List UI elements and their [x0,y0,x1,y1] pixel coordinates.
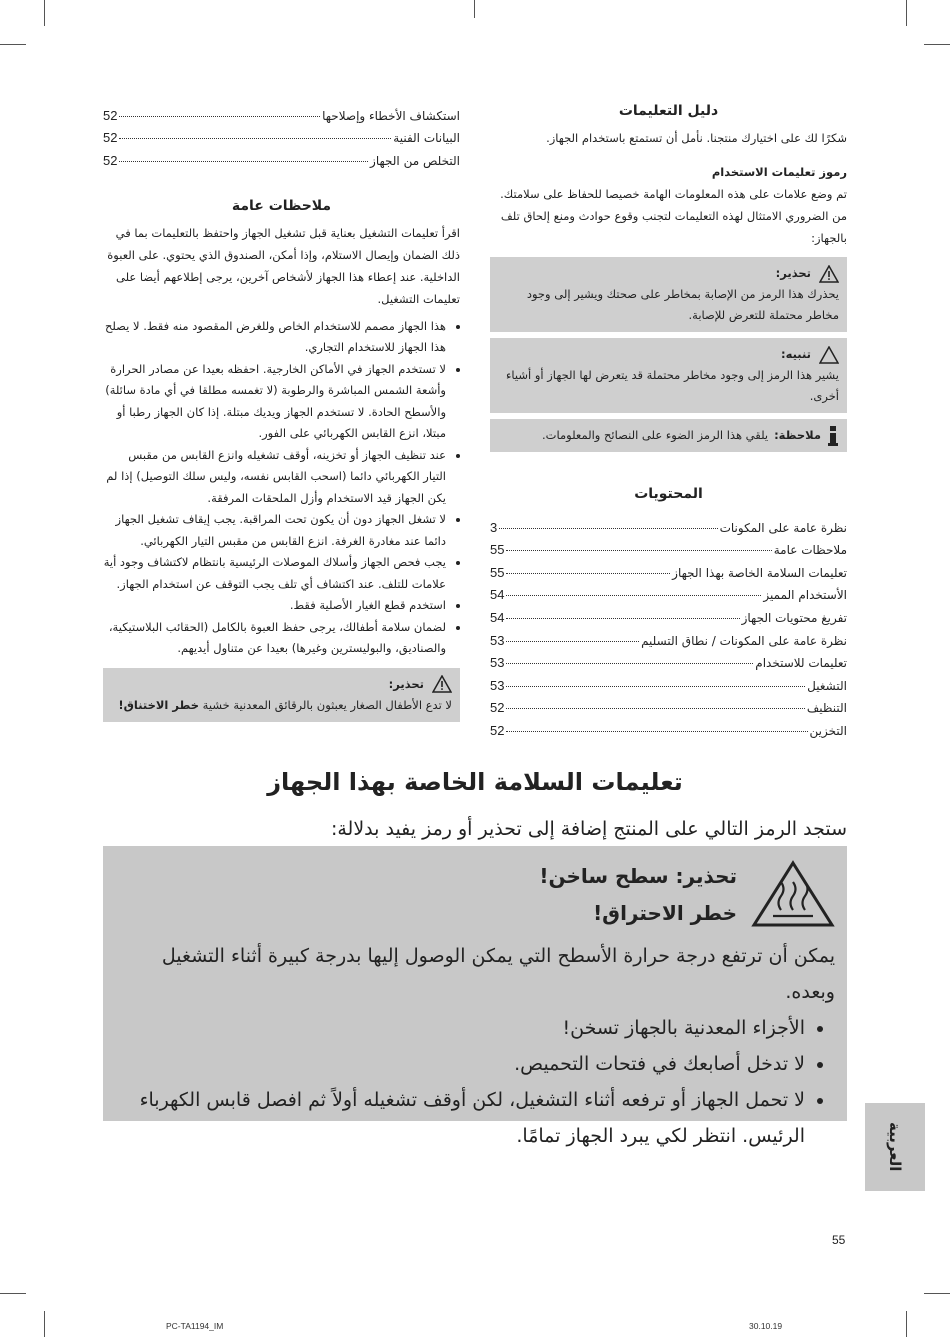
warning-icon [432,675,452,693]
crop-mark [906,1311,907,1337]
toc-item [490,693,847,716]
note-label: ملاحظة: [774,428,821,442]
toc-item [490,580,847,603]
list-item: • هذا الجهاز مصمم للاستخدام الخاص وللغرض المقصود منه فقط. لا يصلح هذا الجهاز للاستخدام التجاري. [103,316,446,359]
crop-mark [906,0,907,26]
hot-surface-bullets [115,1010,835,1154]
crop-mark [0,1293,26,1294]
toc-label: الأستخدام المميز [763,588,847,603]
toc-page: 52 [490,722,505,738]
hot-surface-heading: تحذير: سطح ساخن! [539,864,737,888]
list-item: • عند تنظيف الجهاز أو تخزينه، أوقف تشغيله وانزع القابس من مقبس التيار الكهربائي دائما (اسحب القابس نفسه، وليس سلك التوصيل) إذا لم يكن الجهاز قيد الاستخدام وأزل الملحقات المرفقة. [103,445,446,510]
list-item: • لا تحمل الجهاز أو ترفعه أثناء التشغيل، لكن أوقف تشغيله أولاً ثم افصل قابس الكهرباء الرئيس. انتظر لكي يبرد الجهاز تمامًا. [115,1082,805,1154]
language-tab [865,1103,925,1191]
toc-label: نظرة عامة على المكونات / نطاق التسليم [641,633,847,648]
toc-item [103,100,460,123]
symbols-title: رموز تعليمات الاستخدام [711,165,847,179]
toc-label: البيانات الفنية [393,131,460,146]
toc-label: التشغيل [807,678,847,693]
toc-item [490,625,847,648]
footer-code: PC-TA1194_IM [166,1321,224,1331]
warning-text: لا تدع الأطفال الصغار يعبثون بالرقائق المعدنية خشية [199,697,452,712]
toc-page: 55 [490,564,505,580]
warning-box [490,257,847,332]
toc-page: 53 [490,632,505,648]
symbols-text: تم وضع علامات على هذه المعلومات الهامة خصيصا للحفاظ على سلامتك. من الضروري الامتثال لهذه التعليمات لتجنب وقوع حوادث ومنع إلحاق تلف بالجهاز: [500,187,847,245]
caution-text: يشير هذا الرمز إلى وجود مخاطر محتملة قد يتعرض لها الجهاز أو أشياء أخرى. [505,368,839,403]
note-box [490,419,847,452]
toc-item [490,670,847,693]
toc-label: تعليمات للاستخدام [755,656,847,671]
contents-title: المحتويات [634,486,703,502]
caution-box [490,338,847,413]
burn-hazard-heading: خطر الاحتراق! [593,901,737,925]
guide-title: دليل التعليمات [618,103,719,119]
list-item: • لا تستخدم الجهاز في الأماكن الخارجية. احفظه بعيدا عن مصادر الحرارة وأشعة الشمس المباشرة والرطوبة (لا تغمسه مطلقا في أي مادة سائلة) والأسطح الحادة. لا تستخدم الجهاز ويديك مبتلة. إذا كان الجهاز رطبا أو مبتلا، انزع القابس الكهربائي على الفور. [103,359,446,445]
crop-mark [0,44,26,45]
toc-label: استكشاف الأخطاء وإصلاحها [322,108,460,123]
info-icon [827,426,839,446]
warning-text: يحذرك هذا الرمز من الإصابة بمخاطر على صحتك ويشير إلى وجود مخاطر محتملة للتعرض للإصابة. [526,287,839,322]
general-title: ملاحظات عامة [231,197,332,214]
crop-mark [924,44,950,45]
note-text: يلقي هذا الرمز الضوء على النصائح والمعلومات. [542,428,769,442]
right-column [490,103,847,738]
safety-title: تعليمات السلامة الخاصة بهذا الجهاز [267,768,683,796]
page-number: 55 [832,1233,846,1247]
toc-item [490,557,847,580]
toc-label: التنظيف [806,701,847,716]
list-item: • استخدم قطع الغيار الأصلية فقط. [103,595,446,617]
language-tab-label: العربية [886,1122,904,1172]
toc-page: 54 [490,609,505,625]
warning-icon [819,265,839,283]
toc-label: نظرة عامة على المكونات [719,520,847,535]
caution-icon [819,346,839,364]
toc-item [490,715,847,738]
general-text: اقرأ تعليمات التشغيل بعناية قبل تشغيل الجهاز واحتفظ بالتعليمات بما في ذلك الضمان وإيصال الاستلام، وإذا أمكن، الصندوق الذي يحتوي. على العبوة الداخلية. عند إعطاء هذا الجهاز لأشخاص آخرين، يرجى إطلاعهم أيضا على تعليمات التشغيل. [107,225,460,306]
toc-page: 52 [103,130,118,146]
warning-label: تحذير: [775,266,811,280]
caution-label: تنبيه: [781,347,811,361]
toc-item [490,602,847,625]
toc-page: 52 [103,152,118,168]
list-item: • يجب فحص الجهاز وأسلاك الموصلات الرئيسية بانتظام لاكتشاف وجود أية علامات للتلف. عند اكتشاف أي تلف يجب التوقف عن استخدام الجهاز. [103,552,446,595]
toc-page: 55 [490,542,505,558]
toc-label: تفريغ محتويات الجهاز [741,610,847,625]
toc-item [490,512,847,535]
left-column [103,100,460,722]
footer-date: 30.10.19 [749,1321,783,1331]
hot-surface-text: يمكن أن ترتفع درجة حرارة الأسطح التي يمكن الوصول إليها بدرجة كبيرة أثناء التشغيل وبعده. [161,945,835,1003]
crop-mark [44,1311,45,1337]
toc-page: 53 [490,677,505,693]
hot-surface-box [103,846,847,1147]
crop-mark [474,0,475,18]
toc-page: 3 [490,519,498,535]
toc-continued [103,100,460,168]
toc-list [490,512,847,738]
choking-warning-box [103,668,460,722]
toc-item [103,145,460,168]
list-item: • الأجزاء المعدنية بالجهاز تسخن! [115,1010,805,1046]
toc-item [490,535,847,558]
toc-page: 52 [103,107,118,123]
safety-intro: ستجد الرمز التالي على المنتج إضافة إلى تحذير أو رمز يفيد بدلالة: [330,818,847,840]
toc-label: ملاحظات عامة [773,543,847,558]
toc-label: تعليمات السلامة الخاصة بهذا الجهاز [672,565,847,580]
toc-item [103,123,460,146]
toc-page: 54 [490,587,505,603]
warning-label: تحذير: [388,676,424,691]
toc-label: التخلص من الجهاز [370,153,460,168]
toc-label: التخزين [809,723,847,738]
choking-hazard-text: خطر الاختناق! [118,697,200,712]
toc-page: 52 [490,700,505,716]
toc-item [490,648,847,671]
list-item: • لضمان سلامة أطفالك، يرجى حفظ العبوة بالكامل (الحقائب البلاستيكية، والصناديق، والبوليسترين وغيرها) بعيدا عن متناول أيديهم. [103,617,446,660]
list-item: • لا تشغل الجهاز دون أن يكون تحت المراقبة. يجب إيقاف تشغيل الجهاز دائما عند مغادرة الغرفة. انزع القابس من مقبس التيار الكهربائي. [103,509,446,552]
crop-mark [44,0,45,26]
hot-surface-icon [751,860,835,928]
general-bullets [103,316,460,660]
guide-intro: شكرًا لك على اختيارك منتجنا. نأمل أن تستمتع باستخدام الجهاز. [546,131,847,145]
list-item: • لا تدخل أصابعك في فتحات التحميص. [115,1046,805,1082]
toc-page: 53 [490,655,505,671]
crop-mark [924,1293,950,1294]
